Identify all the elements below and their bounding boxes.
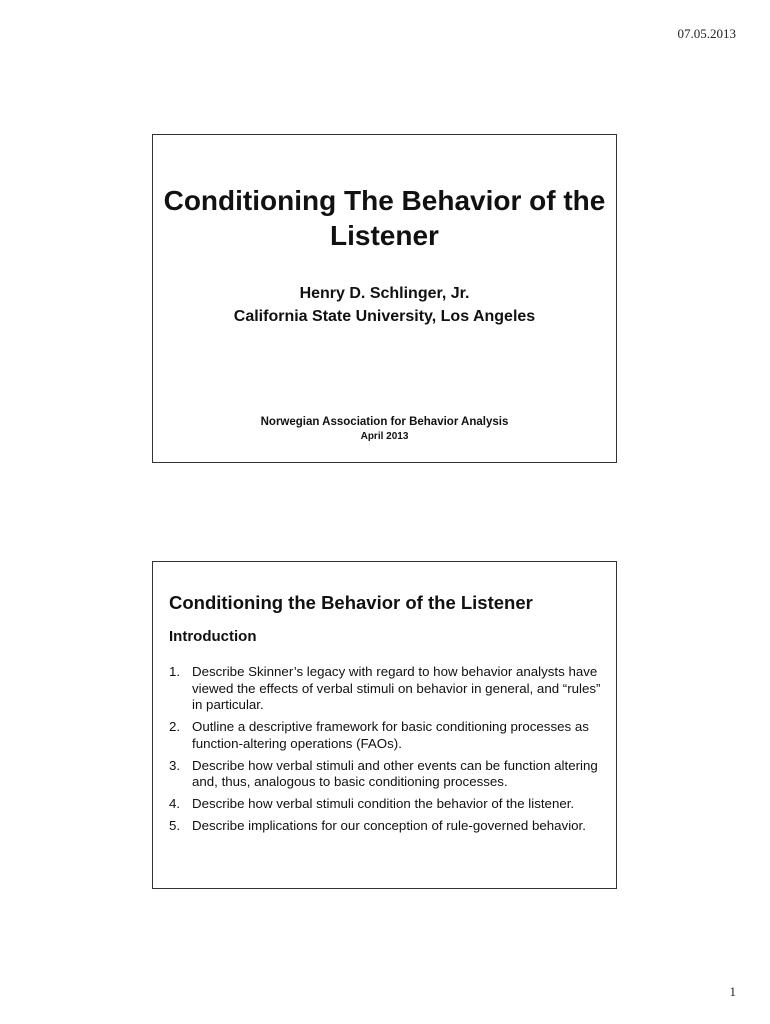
slide-subtitle: Introduction xyxy=(169,628,257,645)
list-item xyxy=(169,818,604,835)
list-item-text: Describe implications for our conception of rule-governed behavior. xyxy=(192,818,586,833)
introduction-slide xyxy=(152,561,617,889)
slide-title: Conditioning The Behavior of the Listener xyxy=(163,185,606,251)
slide-title: Conditioning the Behavior of the Listener xyxy=(169,592,533,613)
title-slide xyxy=(152,134,617,463)
list-item-number: 1. xyxy=(169,664,181,679)
list-item-number: 5. xyxy=(169,818,181,833)
list-item-text: Describe how verbal stimuli condition the behavior of the listener. xyxy=(192,796,575,811)
list-item-text: Describe how verbal stimuli and other events can be function altering and, thus, analogous to basic conditioning processes. xyxy=(192,757,598,789)
objectives-list xyxy=(169,664,604,840)
list-item-number: 2. xyxy=(169,719,181,734)
list-item-text: Outline a descriptive framework for basic conditioning processes as function-altering operations (FAOs). xyxy=(192,719,589,751)
event-date: April 2013 xyxy=(360,431,409,442)
list-item xyxy=(169,796,604,813)
list-item xyxy=(169,758,604,791)
author-name: Henry D. Schlinger, Jr. xyxy=(299,285,470,302)
list-item-text: Describe Skinner’s legacy with regard to how behavior analysts have viewed the effects of verbal stimuli on behavior in general, and “rules” in particular. xyxy=(192,664,601,712)
page-date: 07.05.2013 xyxy=(677,26,736,41)
list-item xyxy=(169,664,604,714)
page-number: 1 xyxy=(729,984,736,999)
list-item-number: 4. xyxy=(169,796,181,811)
author-affiliation: California State University, Los Angeles xyxy=(233,308,536,325)
event-name: Norwegian Association for Behavior Analysis xyxy=(260,416,509,428)
list-item-number: 3. xyxy=(169,757,181,773)
list-item xyxy=(169,719,604,752)
